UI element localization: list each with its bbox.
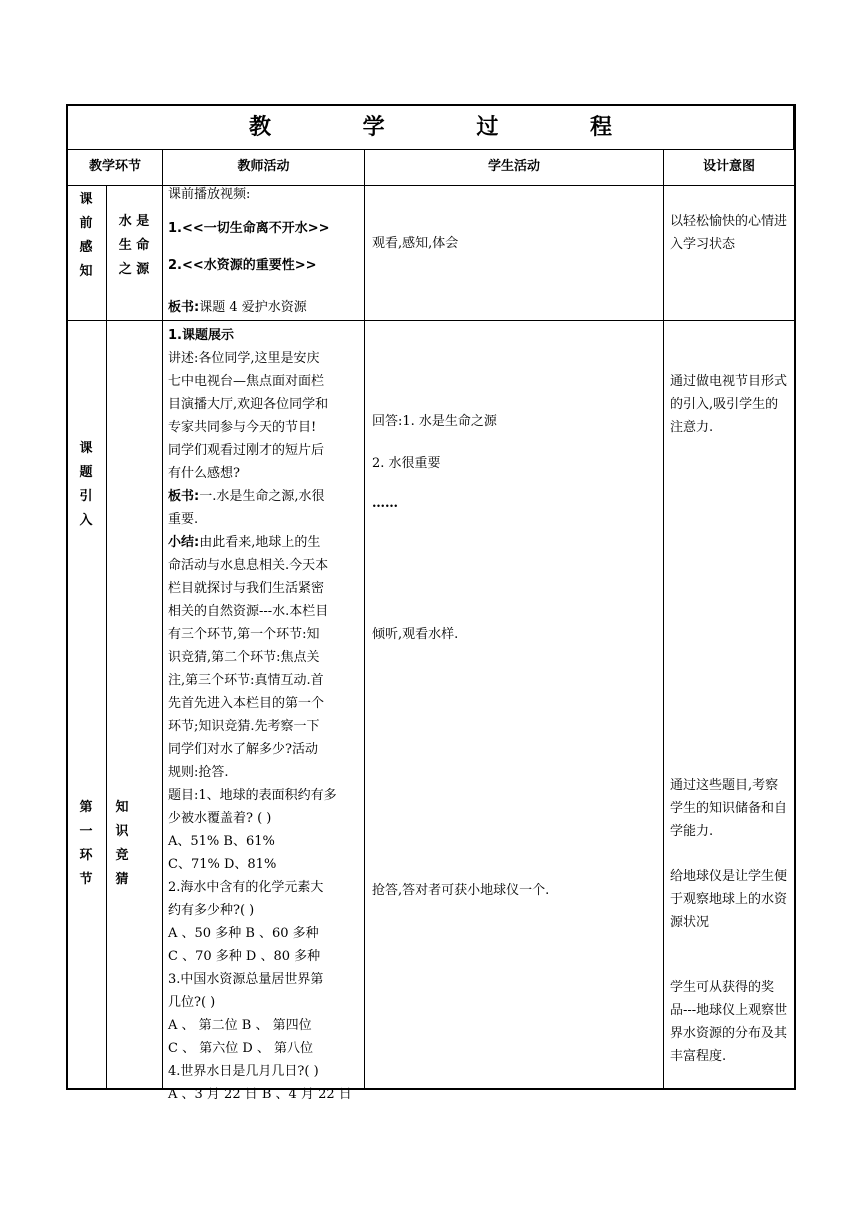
header-student: 学生活动 [487, 159, 540, 174]
table-left-border [66, 104, 68, 1090]
teacher-video-2: 2.<<水资源的重要性>> [168, 258, 317, 273]
row2-section-char: 课 [79, 441, 93, 456]
question-line: C 、70 多种 D 、80 多种 [168, 949, 321, 964]
teacher-intro: 课前播放视频: [168, 187, 251, 202]
summary-line: 命活动与水息息相关.今天本 [168, 558, 329, 573]
teacher-line: 七中电视台—焦点面对面栏 [168, 374, 325, 389]
row2-section-label [74, 437, 98, 533]
row2-section-char: 题 [79, 465, 93, 480]
board-line: 重要. [168, 512, 199, 527]
board-label-2: 板书: [168, 489, 200, 504]
question-line: A 、 第二位 B 、 第四位 [168, 1018, 312, 1033]
row2-section-char: 引 [79, 489, 93, 504]
board-line: 一.水是生命之源,水很 [199, 489, 325, 504]
question-line: A、51% B、61% [168, 834, 275, 849]
student-ellipsis: …… [372, 496, 398, 511]
question-line: 2.海水中含有的化学元素大 [168, 880, 324, 895]
row1-sub-label [110, 210, 158, 282]
summary-line: 由此看来,地球上的生 [199, 535, 321, 550]
intent-4: 学生可从获得的奖品---地球仪上观察世界水资源的分布及其丰富程度. [670, 980, 788, 1064]
summary-line: 有三个环节,第一个环节:知 [168, 627, 320, 642]
summary-line: 相关的自然资源---水.本栏目 [168, 604, 329, 619]
teacher-line: 同学们观看过刚才的短片后 [168, 443, 325, 458]
row1-teacher-activity [168, 183, 362, 319]
summary-line: 栏目就探讨与我们生活紧密 [168, 581, 325, 596]
board-text: 课题 4 爱护水资源 [199, 300, 307, 315]
row3-section-char: 节 [79, 872, 93, 887]
teacher-line: 讲述:各位同学,这里是安庆 [168, 351, 320, 366]
teacher-line: 有什么感想? [168, 466, 240, 481]
col-line-intent [663, 150, 664, 1089]
header-section: 教学环节 [88, 159, 141, 174]
teacher-line: 目演播大厅,欢迎各位同学和 [168, 397, 329, 412]
row2-section-char: 入 [79, 513, 93, 528]
summary-label: 小结: [168, 535, 200, 550]
question-line: C、71% D、81% [168, 857, 277, 872]
question-line: C 、 第六位 D 、 第八位 [168, 1041, 314, 1056]
header-teacher: 教师活动 [237, 159, 290, 174]
row3-section-char: 一 [79, 824, 93, 839]
question-line: 题目:1、地球的表面积约有多 [168, 788, 337, 803]
row2-teacher-activity [168, 324, 362, 1106]
intent-3: 给地球仪是让学生便于观察地球上的水资源状况 [670, 869, 788, 930]
row1-design-intent: 以轻松愉快的心情进入学习状态 [670, 214, 788, 252]
table-right-border [794, 104, 796, 1090]
summary-line: 同学们对水了解多少?活动 [168, 742, 318, 757]
question-line: 4.世界水日是几月几日?( ) [168, 1064, 319, 1079]
col-line-student [364, 150, 365, 1089]
row3-sub-char: 竞 [115, 848, 129, 863]
teacher-line: 专家共同参与今天的节目! [168, 420, 317, 435]
question-line: 约有多少种?( ) [168, 903, 255, 918]
row1-sub-line: 生 命 [118, 238, 150, 253]
summary-line: 注,第三个环节:真情互动.首 [168, 673, 324, 688]
row1-sub-line: 水 是 [118, 214, 150, 229]
summary-line: 先首先进入本栏目的第一个 [168, 696, 325, 711]
row-line-row1 [66, 320, 796, 321]
table-title-text: 教 学 过 程 [249, 115, 654, 140]
col-line-teacher [162, 150, 163, 1089]
teacher-heading: 1.课题展示 [168, 328, 234, 343]
question-line: 少被水覆盖着? ( ) [168, 811, 272, 826]
row1-section-char: 感 [79, 240, 93, 255]
header-intent: 设计意图 [702, 159, 755, 174]
row3-sub-char: 识 [115, 824, 129, 839]
student-listen: 倾听,观看水样. [372, 627, 459, 642]
summary-line: 识竞猜,第二个环节:焦点关 [168, 650, 320, 665]
row1-section-char: 知 [79, 264, 93, 279]
intent-1: 通过做电视节目形式的引入,吸引学生的注意力. [670, 374, 788, 435]
row3-section-char: 第 [79, 800, 93, 815]
question-line: A 、50 多种 B 、60 多种 [168, 926, 319, 941]
teacher-video-1: 1.<<一切生命离不开水>> [168, 221, 330, 236]
summary-line: 环节;知识竞猜.先考察一下 [168, 719, 320, 734]
row1-section-label [74, 188, 98, 284]
row1-sub-line: 之 源 [118, 262, 150, 277]
question-line: 几位?( ) [168, 995, 216, 1010]
row1-section-char: 前 [79, 216, 93, 231]
summary-line: 规则:抢答. [168, 765, 229, 780]
row3-section-label [74, 796, 98, 892]
row3-sub-label [110, 796, 134, 892]
row3-section-char: 环 [79, 848, 93, 863]
student-answer-1: 回答:1. 水是生命之源 [372, 414, 497, 429]
student-answer-2: 2. 水很重要 [372, 456, 441, 471]
intent-2: 通过这些题目,考察学生的知识储备和自学能力. [670, 778, 788, 839]
question-line: A 、3 月 22 日 B 、4 月 22 日 [168, 1087, 352, 1102]
row1-section-char: 课 [79, 192, 93, 207]
board-label: 板书: [168, 300, 200, 315]
table-title [66, 104, 795, 150]
student-grab: 抢答,答对者可获小地球仪一个. [372, 883, 550, 898]
row3-sub-char: 知 [115, 800, 129, 815]
row1-student-activity: 观看,感知,体会 [372, 236, 459, 251]
question-line: 3.中国水资源总量居世界第 [168, 972, 324, 987]
row3-sub-char: 猜 [115, 872, 129, 887]
